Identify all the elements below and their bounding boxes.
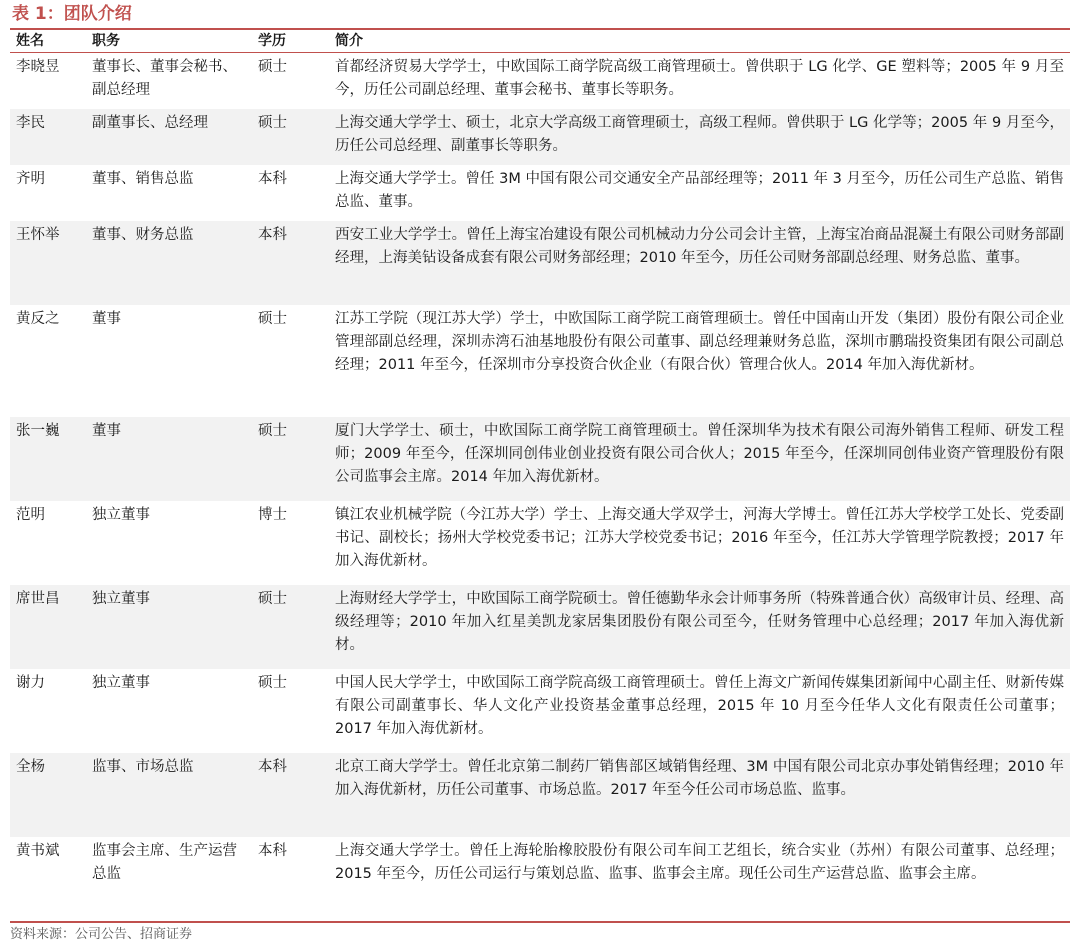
cell-role: 董事、销售总监 xyxy=(92,171,194,187)
document-page xyxy=(10,0,1070,923)
cell-education: 硕士 xyxy=(258,423,287,439)
cell-name: 席世昌 xyxy=(16,591,60,607)
cell-education: 硕士 xyxy=(258,311,287,327)
header-bio: 简介 xyxy=(335,33,363,49)
cell-role: 董事长、董事会秘书、副总经理 xyxy=(92,59,237,98)
cell-education: 硕士 xyxy=(258,59,287,75)
header-role: 职务 xyxy=(92,33,120,49)
table-row xyxy=(10,753,1070,837)
table-row xyxy=(10,501,1070,585)
cell-name: 黄书斌 xyxy=(16,843,60,859)
cell-role: 独立董事 xyxy=(92,675,150,691)
cell-name: 范明 xyxy=(16,507,45,523)
cell-name: 张一巍 xyxy=(16,423,60,439)
cell-education: 本科 xyxy=(258,759,287,775)
table-row xyxy=(10,669,1070,753)
cell-role: 董事 xyxy=(92,423,121,439)
cell-education: 硕士 xyxy=(258,591,287,607)
cell-name: 谢力 xyxy=(16,675,45,691)
cell-education: 本科 xyxy=(258,843,287,859)
table-row xyxy=(10,585,1070,669)
cell-role: 副董事长、总经理 xyxy=(92,115,208,131)
table-row xyxy=(10,837,1070,921)
cell-bio: 江苏工学院（现江苏大学）学士，中欧国际工商学院工商管理硕士。曾任中国南山开发（集团）股份有限公司企业管理部副总经理，深圳赤湾石油基地股份有限公司董事、副总经理兼财务总监，深圳市鹏瑞投资集团有限公司副总经理；2011 年至今，任深圳市分享投资合伙企业（有限合伙）管理合伙人。2014 年加入海优新材。 xyxy=(335,311,1064,373)
cell-bio: 厦门大学学士、硕士，中欧国际工商学院工商管理硕士。曾任深圳华为技术有限公司海外销售工程师、研发工程师；2009 年至今，任深圳同创伟业创业投资有限公司合伙人；2015 年至今，任深圳同创伟业资产管理股份有限公司监事会主席。2014 年加入海优新材。 xyxy=(335,423,1064,485)
cell-education: 硕士 xyxy=(258,115,287,131)
cell-bio: 镇江农业机械学院（今江苏大学）学士、上海交通大学双学士，河海大学博士。曾任江苏大学校学工处长、党委副书记、副校长；扬州大学校党委书记；江苏大学校党委书记；2016 年至今，任江苏大学管理学院教授；2017 年加入海优新材。 xyxy=(335,507,1064,569)
cell-bio: 北京工商大学学士。曾任北京第二制药厂销售部区域销售经理、3M 中国有限公司北京办事处销售经理；2010 年加入海优新材，历任公司董事、市场总监。2017 年至今任公司市场总监、监事。 xyxy=(335,759,1064,798)
header-name: 姓名 xyxy=(16,33,44,49)
table-row xyxy=(10,165,1070,221)
cell-name: 李晓昱 xyxy=(16,59,60,75)
cell-bio: 西安工业大学学士。曾任上海宝冶建设有限公司机械动力分公司会计主管，上海宝冶商品混凝土有限公司财务部副经理，上海美钻设备成套有限公司财务部经理；2010 年至今，历任公司财务部副总经理、财务总监、董事。 xyxy=(335,227,1064,266)
cell-role: 董事 xyxy=(92,311,121,327)
cell-name: 齐明 xyxy=(16,171,45,187)
team-table xyxy=(10,28,1070,923)
table-title: 表 1：团队介绍 xyxy=(12,4,132,24)
table-row xyxy=(10,53,1070,109)
cell-bio: 上海财经大学学士，中欧国际工商学院硕士。曾任德勤华永会计师事务所（特殊普通合伙）高级审计员、经理、高级经理等；2010 年加入红星美凯龙家居集团股份有限公司至今，任财务管理中心总经理；2017 年加入海优新材。 xyxy=(335,591,1064,653)
table-row xyxy=(10,221,1070,305)
cell-education: 本科 xyxy=(258,171,287,187)
source-note: 资料来源：公司公告、招商证券 xyxy=(10,927,193,942)
cell-name: 全杨 xyxy=(16,759,45,775)
cell-role: 董事、财务总监 xyxy=(92,227,194,243)
cell-education: 本科 xyxy=(258,227,287,243)
cell-education: 硕士 xyxy=(258,675,287,691)
cell-role: 监事会主席、生产运营总监 xyxy=(92,843,237,882)
cell-role: 独立董事 xyxy=(92,591,150,607)
cell-name: 王怀举 xyxy=(16,227,60,243)
cell-bio: 上海交通大学学士。曾任上海轮胎橡胶股份有限公司车间工艺组长，统合实业（苏州）有限公司董事、总经理；2015 年至今，历任公司运行与策划总监、监事、监事会主席。现任公司生产运营总监、监事会主席。 xyxy=(335,843,1064,882)
cell-bio: 中国人民大学学士，中欧国际工商学院高级工商管理硕士。曾任上海文广新闻传媒集团新闻中心副主任、财新传媒有限公司副董事长、华人文化产业投资基金董事总经理，2015 年 10 月至今任华人文化有限责任公司董事；2017 年加入海优新材。 xyxy=(335,675,1064,737)
cell-bio: 首都经济贸易大学学士，中欧国际工商学院高级工商管理硕士。曾供职于 LG 化学、GE 塑料等；2005 年 9 月至今，历任公司副总经理、董事会秘书、董事长等职务。 xyxy=(335,59,1064,98)
table-row xyxy=(10,109,1070,165)
cell-education: 博士 xyxy=(258,507,287,523)
cell-role: 独立董事 xyxy=(92,507,150,523)
cell-bio: 上海交通大学学士、硕士，北京大学高级工商管理硕士，高级工程师。曾供职于 LG 化学等；2005 年 9 月至今，历任公司总经理、副董事长等职务。 xyxy=(335,115,1064,154)
cell-name: 李民 xyxy=(16,115,45,131)
cell-name: 黄反之 xyxy=(16,311,60,327)
table-row xyxy=(10,305,1070,417)
table-header-row xyxy=(10,30,1070,53)
table-row xyxy=(10,417,1070,501)
cell-role: 监事、市场总监 xyxy=(92,759,194,775)
cell-bio: 上海交通大学学士。曾任 3M 中国有限公司交通安全产品部经理等；2011 年 3 月至今，历任公司生产总监、销售总监、董事。 xyxy=(335,171,1064,210)
header-education: 学历 xyxy=(258,33,286,49)
